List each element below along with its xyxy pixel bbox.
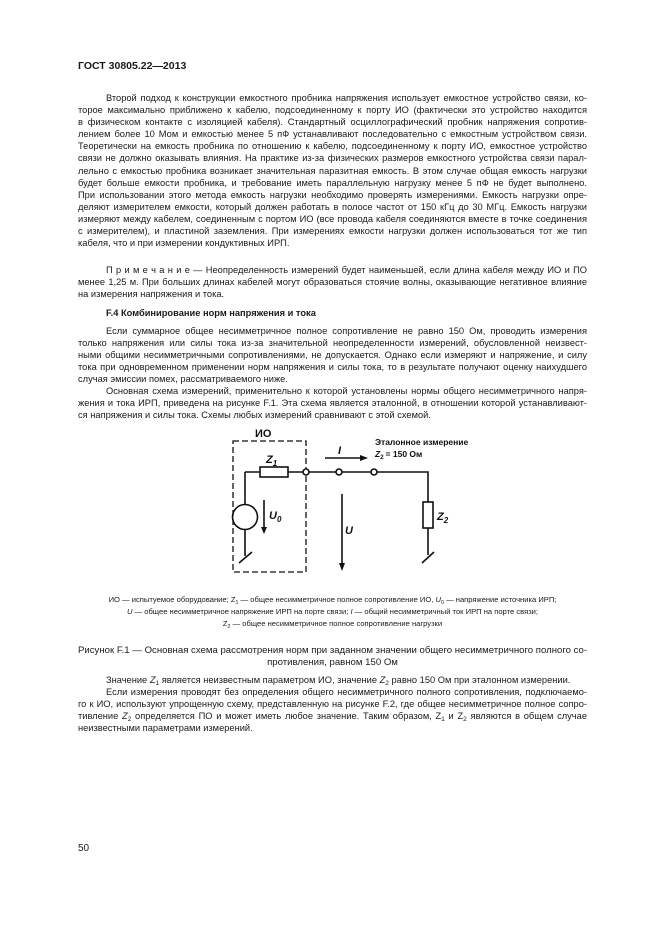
svg-text:Z1	[265, 454, 278, 468]
text-line	[78, 606, 587, 618]
text-line	[78, 722, 587, 734]
text-segment: — напряжение источника ИРП;	[443, 595, 557, 604]
subscript: 2	[227, 624, 231, 631]
text-segment: определяется ПО и может иметь любое значение. Таким образом, Z	[131, 711, 442, 722]
subscript: 1	[441, 716, 445, 724]
text-segment: Теоретически на емкость пробника по отношению к кабелю, подсоединенному к порту ИО, емкостное устройство	[78, 141, 587, 152]
text-segment: на измерения напряжения и тока.	[78, 289, 225, 300]
ref-z2-subscript: 2	[380, 455, 384, 461]
i-label: I	[338, 445, 342, 457]
text-line	[78, 657, 587, 669]
text-segment: кабеля, что и при измерении кондуктивных ИРП.	[78, 238, 290, 249]
text-segment: Z	[149, 675, 156, 685]
u0-label: U	[269, 510, 277, 522]
text-segment: I	[350, 607, 353, 617]
text-segment: тока при одновременном применении норм напряжения и силы тока, то в результате получают оценку наихудшего	[78, 362, 587, 373]
text-segment: П р и м е ч а н и е — Неопределенность измерений будет наименьшей, если длина кабеля между ИО и ПО	[106, 265, 587, 275]
text-segment: будет больше емкости пробника, и требование иметь параллельную нагрузку менее 5 пФ не будет выполнено.	[78, 177, 587, 188]
text-line	[78, 594, 587, 606]
text-segment: — общее несимметричное полное сопротивление нагрузки	[230, 619, 443, 629]
text-segment: деляют измерителем емкости, который должен работать в полосе частот от 150 кГц до 30 МГц. Емкость нагрузки	[78, 201, 587, 212]
subscript: 2	[127, 716, 132, 724]
text-line	[78, 710, 587, 722]
text-segment: торое максимально приближено к кабелю, подсоединенному к порту ИО (фактически это устройство находится	[78, 105, 587, 116]
figure-legend	[78, 594, 587, 630]
voltage-source	[233, 505, 258, 530]
text-segment: неизвестными параметрами измерений.	[78, 723, 253, 734]
text-segment: только напряжения или силы тока из-за значительной неопределенности измерений, обусловленной неизвест-	[78, 338, 587, 349]
z2-resistor	[423, 502, 433, 528]
text-line	[78, 618, 587, 630]
z2-subscript: 2	[443, 516, 449, 525]
text-segment: Основная схема измерений, применительно к которой установлены нормы общего несимметричного напря-	[106, 386, 587, 396]
figure-caption	[78, 645, 587, 669]
text-segment: лением более 10 Мом и емкостью менее 5 пФ устанавливают последовательно с емкостным устройством связи.	[78, 129, 587, 140]
text-line	[78, 698, 587, 710]
section-heading: F.4 Комбинирование норм напряжения и тока	[106, 308, 316, 318]
text-segment: лельно с емкостью пробника возникает значительная паразитная емкость. В этом случае общая емкость нагрузки	[78, 165, 587, 176]
text-segment: измеряют между кабелем, соединенным с портом ИО (все провода кабеля соединяются вместе в точке соединения	[78, 213, 587, 224]
text-segment: го к ИО, используют упрощенную схему, представленную на рисунке F.2, где общее несимметричное полное сопро-	[78, 699, 587, 710]
ground-left	[239, 530, 252, 563]
text-segment: Z	[122, 711, 128, 722]
document-header: ГОСТ 30805.22—2013	[78, 60, 187, 72]
text-segment: — общий несимметричный ток ИРП на порте связи;	[352, 607, 539, 617]
text-segment: с измерителем), и пластиной заземления. При измерениях емкости нагрузки должен использоваться тот же тип	[78, 226, 587, 237]
reference-impedance-value: = 150 Ом	[385, 449, 423, 459]
subscript: 2	[463, 716, 467, 724]
z1-resistor	[260, 467, 288, 477]
svg-text:Z2= 150 Ом	[374, 449, 422, 461]
text-segment: ными общими несимметричными сопротивлениями, не допускается. Однако если измеряют и напряжение, и силу	[78, 350, 587, 361]
svg-text:U0	[269, 510, 282, 524]
text-segment: При использовании этого метода емкость нагрузки необходимо проверять измерениями. Емкость нагрузки опре-	[78, 189, 587, 200]
text-segment: — общее несимметричное напряжение ИРП на порте связи;	[132, 607, 351, 617]
text-segment: ИО — испытуемое оборудование; Z	[108, 595, 236, 604]
text-segment: являются в общем случае	[466, 711, 587, 722]
text-line	[78, 686, 587, 698]
text-line	[78, 645, 587, 657]
u-label: U	[345, 525, 353, 537]
text-segment: Второй подход к конструкции емкостного пробника напряжения использует емкостное устройство связи, ко-	[106, 93, 587, 103]
subscript: 1	[235, 600, 239, 606]
ground-right	[422, 528, 434, 563]
terminal-2	[336, 469, 342, 475]
text-segment: менее 1,25 м. При больших длинах кабелей могут образоваться стоячие волны, оказывающие негативное влияние	[78, 277, 587, 288]
reference-measurement-title: Эталонное измерение	[375, 437, 469, 447]
subscript: 0	[440, 600, 444, 606]
z1-label: Z	[266, 454, 273, 466]
text-segment: Если суммарное общее несимметричное полное сопротивление не равно 150 Ом, проводить измерения	[106, 326, 587, 336]
subscript: 1	[155, 680, 160, 687]
text-segment: в физическом контакте с изоляцией кабеля). Стандартный осциллографический пробник напряжения сопротив-	[78, 117, 587, 128]
paragraph-simplified-scheme	[78, 686, 587, 734]
text-segment: Если измерения проводят без определения общего несимметричного полного сопротивления, подключаемо-	[106, 687, 587, 697]
u0-subscript: 0	[276, 515, 282, 524]
text-segment: — общее несимметричное полное сопротивление ИО,	[238, 595, 436, 604]
z1-subscript: 1	[272, 459, 278, 468]
text-segment: Рисунок F.1 — Основная схема рассмотрения норм при заданном значении общего несимметричного полного со-	[78, 645, 588, 656]
svg-text:Z2	[436, 511, 449, 525]
text-segment: тивление	[78, 711, 123, 722]
text-segment: ся напряжения и силы тока. Схемы любых измерений сравнивают с этой схемой.	[78, 410, 431, 421]
text-segment: Z	[222, 619, 228, 629]
z2-label: Z	[437, 511, 444, 523]
text-segment: Z	[379, 675, 386, 685]
text-segment: U	[435, 595, 441, 604]
text-segment: Значение	[106, 675, 150, 685]
ref-z2-label: Z	[375, 449, 381, 459]
text-segment: противления, равном 150 Ом	[267, 657, 398, 669]
text-segment: жения и тока ИРП, приведена на рисунке F.1. Эта схема является эталонной, в отношении которой устанавливают-	[78, 398, 587, 409]
eut-label: ИО	[255, 428, 272, 440]
subscript: 2	[385, 680, 389, 687]
text-line	[78, 674, 587, 686]
terminal-1	[303, 469, 309, 475]
text-segment: и Z	[444, 711, 464, 722]
text-segment: связи не должно оказывать влияния. На практике из-за физических размеров емкостного устройства связи парал-	[78, 153, 587, 164]
text-segment: равно 150 Ом при эталонном измерении.	[388, 675, 571, 685]
page-number: 50	[78, 843, 90, 854]
text-segment: является неизвестным параметром ИО, значение	[159, 675, 380, 685]
terminal-3	[371, 469, 377, 475]
paragraph-z-values	[78, 674, 587, 686]
text-segment: случая эмиссии помех, рассматриваемого ниже.	[78, 374, 288, 385]
text-segment: U	[126, 607, 133, 617]
